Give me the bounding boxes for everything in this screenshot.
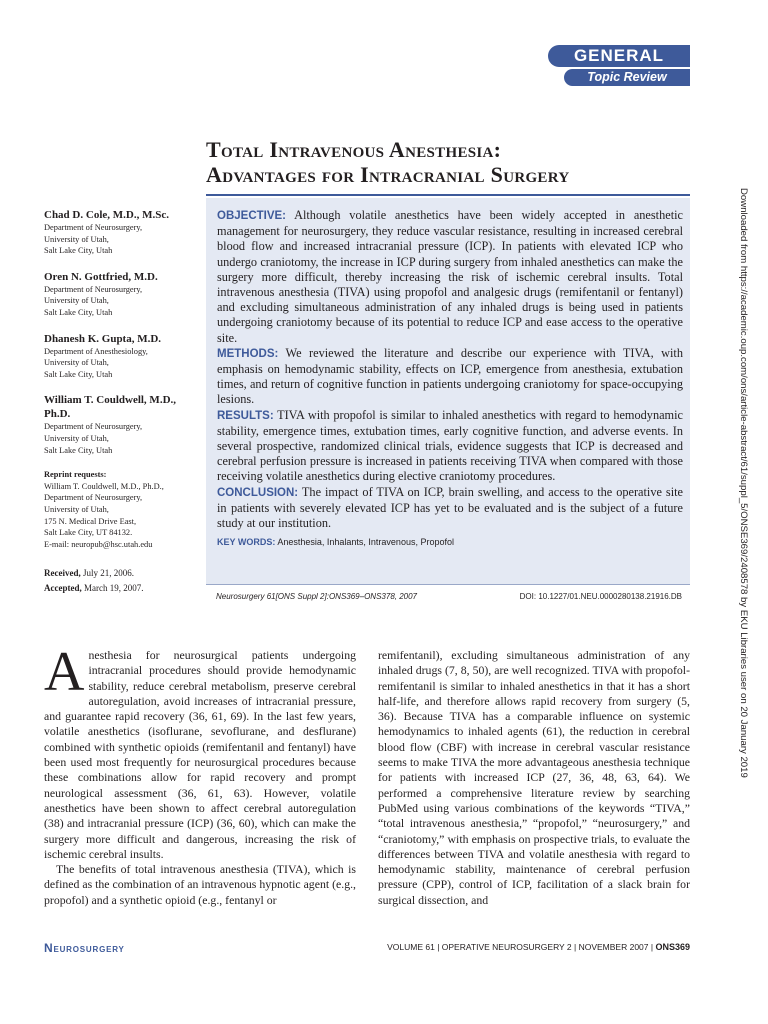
body-paragraph: The benefits of total intravenous anesthesia (TIVA), which is defined as the combination of an intravenous hypnotic agent (e.g., propofol) and a synthetic opioid (e.g., fentanyl or [44,862,356,907]
title-line-2: Advantages for Intracranial Surgery [206,162,570,187]
reprint-line: Department of Neurosurgery, [44,493,143,503]
reprint-line: 175 N. Medical Drive East, [44,516,137,526]
abstract-conclusion: CONCLUSION: The impact of TIVA on ICP, brain swelling, and access to the operative site in patients with severely elevated ICP has yet to be evaluated and is the subject of a future study at our institution. [217,484,683,531]
drop-cap: A [44,641,85,703]
subsection-label: Topic Review [564,69,690,86]
accepted-date: Accepted, March 19, 2007. [44,583,144,594]
author-block [44,332,204,381]
citation-bar [206,584,690,610]
author-affiliation: University of Utah, [44,234,109,244]
author-name: Dhanesh K. Gupta, M.D. [44,332,162,345]
page-number: ONS369 [655,942,690,952]
section-label: GENERAL [548,45,690,67]
author-affiliation: Department of Neurosurgery, [44,422,143,432]
abstract-objective: OBJECTIVE: Although volatile anesthetics have been widely accepted in anesthetic management for neurosurgery, they reduce vascular resistance, resulting in increased cerebral blood flow and increased intracranial pressure (ICP). In patients with elevated ICP who undergo craniotomy, the increase in ICP during surgery from inhaled anesthetics can make the surgery more difficult, thereby increasing the risk of ischemic cerebral insults. Total intravenous anesthesia (TIVA) using propofol and analgesic drugs (remifentanil or fentanyl) and excluding simultaneous administration of any inhaled drugs is being used in patients undergoing craniotomy because of its potential to reduce ICP and ease access to the operative site. [217,208,683,345]
author-block [44,208,204,257]
download-note-text: Downloaded from https://academic.oup.com/ons/article-abstract/61/suppl_5/ONSE369/2408578 by EKU Libraries user on 20 January 2019 [738,188,749,778]
author-affiliation: University of Utah, [44,358,109,368]
author-affiliation: Salt Lake City, Utah [44,307,113,317]
issue-info: VOLUME 61 | OPERATIVE NEUROSURGERY 2 | NOVEMBER 2007 | [387,942,654,952]
body-column-left [44,641,356,908]
author-block [44,270,204,319]
page-footer [387,942,690,952]
abstract-methods: METHODS: We reviewed the literature and describe our experience with TIVA, with emphasis on hemodynamic stability, effects on ICP, emergence from anesthesia, extubation times, and return of cognitive function in patients undergoing craniotomy for space-occupying lesions. [217,345,683,407]
section-header [548,45,690,89]
author-name: Chad D. Cole, M.D., M.Sc. [44,209,169,221]
author-affiliation: Department of Neurosurgery, [44,284,143,294]
body-column-right [378,648,690,908]
title-divider [206,194,690,196]
title-line-1: Total Intravenous Anesthesia: [206,137,502,162]
author-affiliation: Salt Lake City, Utah [44,445,113,455]
author-list [44,208,204,596]
reprint-label: Reprint requests: [44,470,107,480]
reprint-email: E-mail: neuropub@hsc.utah.edu [44,539,153,549]
download-note [737,188,749,778]
article-title [206,137,676,187]
author-affiliation: Department of Anesthesiology, [44,346,148,356]
reprint-line: University of Utah, [44,504,109,514]
keywords: KEY WORDS: Anesthesia, Inhalants, Intravenous, Propofol [217,537,454,548]
author-affiliation: Salt Lake City, Utah [44,369,113,379]
article-dates [44,566,204,596]
received-date: Received, July 21, 2006. [44,568,134,579]
author-block [44,393,204,456]
author-affiliation: Salt Lake City, Utah [44,246,113,256]
author-name: Oren N. Gottfried, M.D. [44,270,158,283]
citation: Neurosurgery 61[ONS Suppl 2]:ONS369–ONS378, 2007 [216,592,418,601]
body-paragraph: remifentanil), excluding simultaneous administration of any inhaled drugs (7, 8, 50), are well recognized. TIVA with propofol-remifentanil is similar to inhaled anesthetics in that it has a short half-life, and therefore allows rapid recovery from surgery (5, 36). Because TIVA has a comparable influence on systemic hemodynamics to inhaled agents (61), the reduction in cerebral blood flow (CBF) with increase in cerebral vascular resistance seems to make TIVA the more advantageous anesthesia technique for patients with increased ICP (27, 36, 48, 63, 64). We performed a comprehensive literature review by searching PubMed using various combinations of the keywords “TIVA,” “total intravenous anesthesia,” “propofol,” “neurosurgery,” and “craniotomy,” with emphasis on prospective trials, to evaluate the differences between TIVA and volatile anesthesia with regard to hemodynamic stability, maintenance of cerebral perfusion pressure (CPP), control of ICP, facilitation of a slack brain for surgical dissection, and [378,648,690,907]
reprint-line: William T. Couldwell, M.D., Ph.D., [44,481,164,491]
doi: DOI: 10.1227/01.NEU.0000280138.21916.DB [519,592,682,601]
reprint-line: Salt Lake City, UT 84132. [44,528,133,538]
abstract-results: RESULTS: TIVA with propofol is similar to inhaled anesthetics with regard to hemodynamic stability, emergence times, extubation times, early cognitive function, and adverse events. In several prospective, randomized clinical trials, evidence suggests that ICP is decreased and cerebral perfusion pressure is increased in patients receiving TIVA when compared with those receiving volatile anesthetics during elective craniotomy procedures. [217,407,683,484]
abstract-box [206,198,690,584]
author-affiliation: University of Utah, [44,433,109,443]
author-name: William T. Couldwell, M.D., Ph.D. [44,394,177,421]
body-paragraph: Anesthesia for neurosurgical patients undergoing intracranial procedures should provide hemodynamic stability, reduce cerebral metabolism, preserve cerebral autoregulation, avoid increases of intracranial pressure, and guarantee rapid recovery (36, 61, 69). In the last few years, volatile anesthetics (isoflurane, sevoflurane, and desflurane) combined with synthetic opioids (remifentanil and fentanyl) have been used most frequently for neurosurgical procedures because these combinations allow for rapid recovery and prompt neurological assessment (36, 61, 63). However, volatile anesthetics have been shown to affect cerebral autoregulation (38) and intracranial pressure (ICP) (36, 60), which can make the surgery more difficult and dangerous, increasing the risk of ischemic cerebral insults. [44,641,356,861]
reprint-requests [44,469,204,550]
abstract-text [217,208,683,550]
author-affiliation: Department of Neurosurgery, [44,223,143,232]
author-affiliation: University of Utah, [44,296,109,306]
journal-logo: Neurosurgery [44,941,125,955]
